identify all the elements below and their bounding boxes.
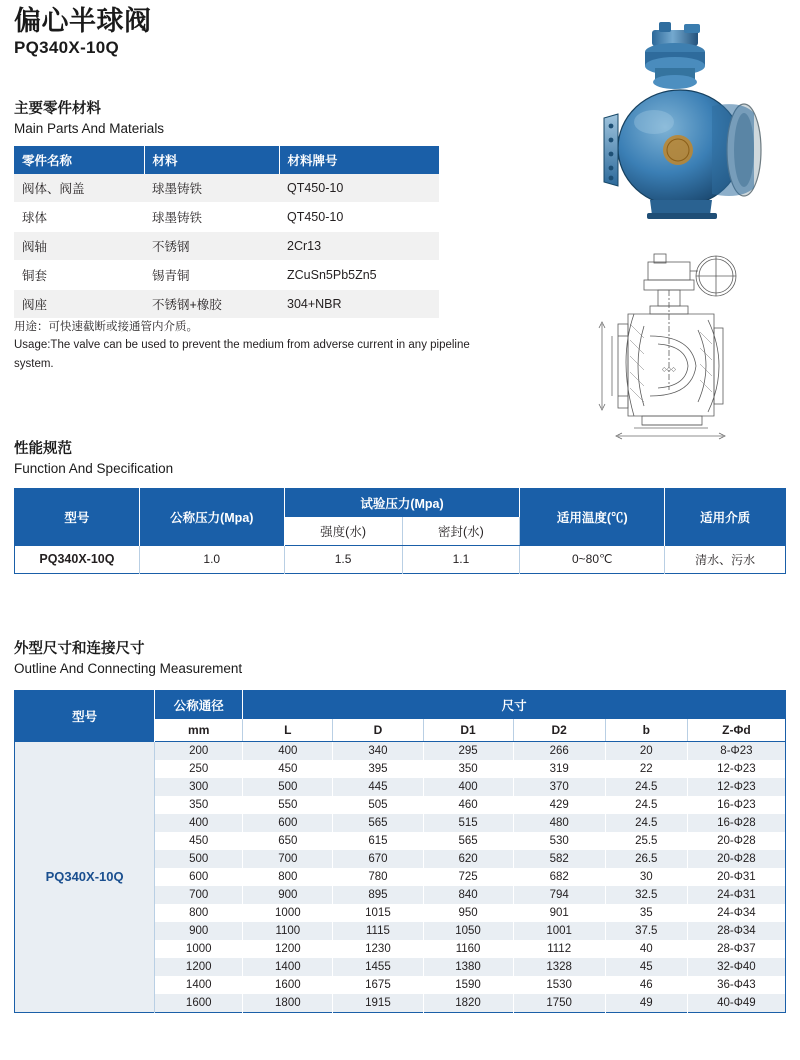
cell-model: PQ340X-10Q [15,546,140,574]
cell-l: 550 [243,796,333,814]
cell-dn: 250 [155,760,243,778]
cell-d: 565 [333,814,423,832]
parts-section-title-cn: 主要零件材料 [14,101,101,117]
cell-d2: 319 [513,760,605,778]
cell-grade: QT450-10 [279,174,439,203]
parts-section-title-en: Main Parts And Materials [14,120,165,136]
table-row [14,232,439,261]
spec-section-title-en: Function And Specification [14,460,174,476]
cell-dn: 300 [155,778,243,796]
table-row [14,290,439,319]
cell-d: 1675 [333,976,423,994]
cell-d: 395 [333,760,423,778]
cell-d: 1015 [333,904,423,922]
cell-part-name: 阀体、阀盖 [14,174,144,203]
cell-l: 500 [243,778,333,796]
subcol-d1: D1 [423,719,513,742]
cell-dn: 600 [155,868,243,886]
cell-zphid: 24-Φ34 [687,904,785,922]
cell-l: 700 [243,850,333,868]
cell-test-seal: 1.1 [402,546,520,574]
cell-dn: 500 [155,850,243,868]
cell-medium: 清水、污水 [665,546,786,574]
subcol-d2: D2 [513,719,605,742]
cell-dn: 400 [155,814,243,832]
cell-d: 1230 [333,940,423,958]
cell-d: 895 [333,886,423,904]
cell-d1: 1820 [423,994,513,1013]
cell-d: 340 [333,742,423,761]
cell-d1: 350 [423,760,513,778]
cell-d2: 794 [513,886,605,904]
cell-d: 615 [333,832,423,850]
cell-l: 1100 [243,922,333,940]
outline-section-title [14,640,242,677]
cell-model: PQ340X-10Q [15,742,155,1013]
col-nominal-pressure: 公称压力(Mpa) [139,489,284,546]
cell-nominal-pressure: 1.0 [139,546,284,574]
svg-text:◇◇◇: ◇◇◇ [662,367,676,373]
outline-section-title-cn: 外型尺寸和连接尺寸 [14,641,145,657]
cell-d2: 1001 [513,922,605,940]
cell-material: 球墨铸铁 [144,174,279,203]
cell-test-strength: 1.5 [284,546,402,574]
cell-zphid: 8-Φ23 [687,742,785,761]
subcol-l: L [243,719,333,742]
page-title-en: PQ340X-10Q [14,38,120,58]
table-row [15,742,786,761]
cell-dn: 1400 [155,976,243,994]
function-specification-table [14,488,786,574]
cell-b: 37.5 [605,922,687,940]
col-material-grade: 材料牌号 [279,146,439,174]
cell-d2: 682 [513,868,605,886]
cell-dn: 200 [155,742,243,761]
cell-d: 1115 [333,922,423,940]
cell-b: 22 [605,760,687,778]
cell-l: 800 [243,868,333,886]
cell-part-name: 阀座 [14,290,144,319]
outline-section-title-en: Outline And Connecting Measurement [14,660,243,676]
cell-dn: 350 [155,796,243,814]
cell-temperature: 0~80℃ [520,546,665,574]
parts-section-title [14,100,164,137]
cell-d2: 429 [513,796,605,814]
cell-b: 25.5 [605,832,687,850]
col-bore: 公称通径 [155,691,243,720]
cell-d: 1455 [333,958,423,976]
cell-d: 780 [333,868,423,886]
cell-material: 不锈钢 [144,232,279,261]
cell-zphid: 16-Φ23 [687,796,785,814]
cell-d1: 400 [423,778,513,796]
valve-product-photo [592,18,782,223]
cell-b: 24.5 [605,778,687,796]
cell-part-name: 球体 [14,203,144,232]
cell-d1: 1050 [423,922,513,940]
table-row [15,546,786,574]
cell-b: 20 [605,742,687,761]
cell-grade: ZCuSn5Pb5Zn5 [279,261,439,290]
cell-d2: 1112 [513,940,605,958]
cell-b: 45 [605,958,687,976]
cell-l: 450 [243,760,333,778]
cell-b: 24.5 [605,796,687,814]
cell-b: 30 [605,868,687,886]
cell-d1: 725 [423,868,513,886]
cell-b: 46 [605,976,687,994]
cell-d1: 950 [423,904,513,922]
subcol-seal: 密封(水) [402,517,520,546]
cell-l: 400 [243,742,333,761]
cell-d2: 266 [513,742,605,761]
cell-dn: 450 [155,832,243,850]
cell-grade: 2Cr13 [279,232,439,261]
page-title [14,6,152,58]
cell-d1: 620 [423,850,513,868]
cell-d2: 1530 [513,976,605,994]
cell-b: 24.5 [605,814,687,832]
usage-note-en: Usage:The valve can be used to prevent the medium from adverse current in any pipeline system. [14,339,470,370]
spec-section-title [14,440,173,477]
cell-b: 32.5 [605,886,687,904]
valve-technical-drawing [588,240,788,455]
usage-note [14,318,484,373]
cell-zphid: 12-Φ23 [687,778,785,796]
cell-zphid: 24-Φ31 [687,886,785,904]
cell-zphid: 20-Φ28 [687,832,785,850]
cell-zphid: 40-Φ49 [687,994,785,1013]
cell-dn: 700 [155,886,243,904]
cell-zphid: 36-Φ43 [687,976,785,994]
cell-part-name: 铜套 [14,261,144,290]
table-header-row [15,489,786,518]
col-model: 型号 [15,489,140,546]
cell-material: 球墨铸铁 [144,203,279,232]
cell-zphid: 32-Φ40 [687,958,785,976]
col-model: 型号 [15,691,155,742]
cell-l: 650 [243,832,333,850]
cell-d: 670 [333,850,423,868]
subcol-d: D [333,719,423,742]
cell-d2: 530 [513,832,605,850]
cell-d2: 370 [513,778,605,796]
col-size: 尺寸 [243,691,786,720]
page-title-cn: 偏心半球阀 [14,6,152,36]
cell-l: 1800 [243,994,333,1013]
cell-b: 40 [605,940,687,958]
cell-d: 1915 [333,994,423,1013]
table-row [14,203,439,232]
cell-d: 445 [333,778,423,796]
table-header-row [15,691,786,720]
col-part-name: 零件名称 [14,146,144,174]
cell-d2: 1750 [513,994,605,1013]
subcol-zphid: Z-Φd [687,719,785,742]
cell-l: 1000 [243,904,333,922]
cell-d2: 901 [513,904,605,922]
col-temperature: 适用温度(℃) [520,489,665,546]
cell-dn: 900 [155,922,243,940]
cell-zphid: 20-Φ31 [687,868,785,886]
cell-d1: 840 [423,886,513,904]
cell-dn: 1600 [155,994,243,1013]
cell-grade: 304+NBR [279,290,439,319]
table-row [14,261,439,290]
col-medium: 适用介质 [665,489,786,546]
cell-dn: 1200 [155,958,243,976]
cell-d2: 480 [513,814,605,832]
cell-dn: 800 [155,904,243,922]
cell-d1: 1590 [423,976,513,994]
cell-d1: 515 [423,814,513,832]
cell-b: 35 [605,904,687,922]
cell-d2: 1328 [513,958,605,976]
cell-d2: 582 [513,850,605,868]
cell-l: 1600 [243,976,333,994]
cell-d1: 1160 [423,940,513,958]
cell-b: 26.5 [605,850,687,868]
subcol-strength: 强度(水) [284,517,402,546]
cell-b: 49 [605,994,687,1013]
cell-l: 1200 [243,940,333,958]
main-parts-table [14,146,439,319]
cell-zphid: 28-Φ37 [687,940,785,958]
table-header-row [14,146,439,174]
cell-zphid: 20-Φ28 [687,850,785,868]
cell-dn: 1000 [155,940,243,958]
cell-d1: 460 [423,796,513,814]
subcol-b: b [605,719,687,742]
cell-d1: 565 [423,832,513,850]
cell-l: 600 [243,814,333,832]
cell-d1: 1380 [423,958,513,976]
table-row [14,174,439,203]
cell-material: 不锈钢+橡胶 [144,290,279,319]
spec-section-title-cn: 性能规范 [14,441,72,457]
cell-zphid: 28-Φ34 [687,922,785,940]
cell-d1: 295 [423,742,513,761]
outline-measurement-table [14,690,786,1013]
cell-zphid: 12-Φ23 [687,760,785,778]
col-test-pressure: 试验压力(Mpa) [284,489,520,518]
cell-grade: QT450-10 [279,203,439,232]
cell-zphid: 16-Φ28 [687,814,785,832]
cell-l: 900 [243,886,333,904]
col-material: 材料 [144,146,279,174]
cell-material: 锡青铜 [144,261,279,290]
subcol-mm: mm [155,719,243,742]
cell-part-name: 阀轴 [14,232,144,261]
cell-l: 1400 [243,958,333,976]
cell-d: 505 [333,796,423,814]
usage-note-cn: 用途：可快速截断或接通管内介质。 [14,321,198,333]
